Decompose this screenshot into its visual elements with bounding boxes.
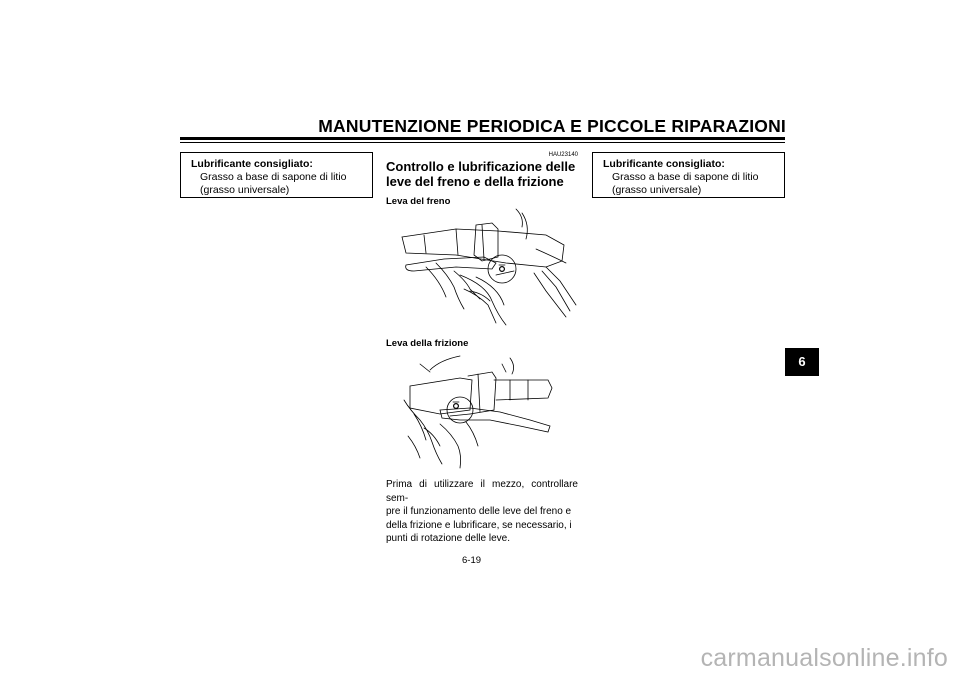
- clutch-lever-label: Leva della frizione: [386, 338, 469, 349]
- page-number: 6-19: [462, 555, 482, 566]
- lubricant-line: (grasso universale): [200, 184, 290, 196]
- header-rule-thin: [180, 142, 785, 143]
- lubricant-box-left: [180, 152, 373, 198]
- section-code: HAU23140: [548, 152, 578, 158]
- lubricant-line: (grasso universale): [612, 184, 702, 196]
- instruction-line: Prima di utilizzare il mezzo, controllare sem-: [386, 479, 578, 504]
- section-title-line: leve del freno e della frizione: [386, 174, 564, 189]
- instruction-line: punti di rotazione delle leve.: [386, 533, 510, 544]
- lubricant-line: Grasso a base di sapone di litio: [612, 171, 759, 183]
- instruction-line: pre il funzionamento delle leve del freno e: [386, 506, 572, 517]
- lubricant-line: Grasso a base di sapone di litio: [200, 171, 347, 183]
- page-header-title: MANUTENZIONE PERIODICA E PICCOLE RIPARAZIONI: [318, 116, 786, 136]
- clutch-lever-illustration: [400, 350, 558, 470]
- instruction-paragraph: [386, 478, 578, 546]
- lubricant-label: Lubrificante consigliato:: [191, 158, 313, 170]
- lubricant-box-right: [592, 152, 785, 198]
- header-rule-thick: [180, 137, 785, 140]
- watermark: carmanualsonline.info: [700, 644, 948, 672]
- brake-lever-illustration: [396, 205, 580, 333]
- section-title: [386, 159, 581, 189]
- chapter-tab: 6: [785, 348, 819, 376]
- lubricant-label: Lubrificante consigliato:: [603, 158, 725, 170]
- instruction-line: della frizione e lubrificare, se necessario, i: [386, 519, 572, 531]
- section-title-line: Controllo e lubrificazione delle: [386, 159, 576, 174]
- brake-lever-label: Leva del freno: [386, 196, 451, 207]
